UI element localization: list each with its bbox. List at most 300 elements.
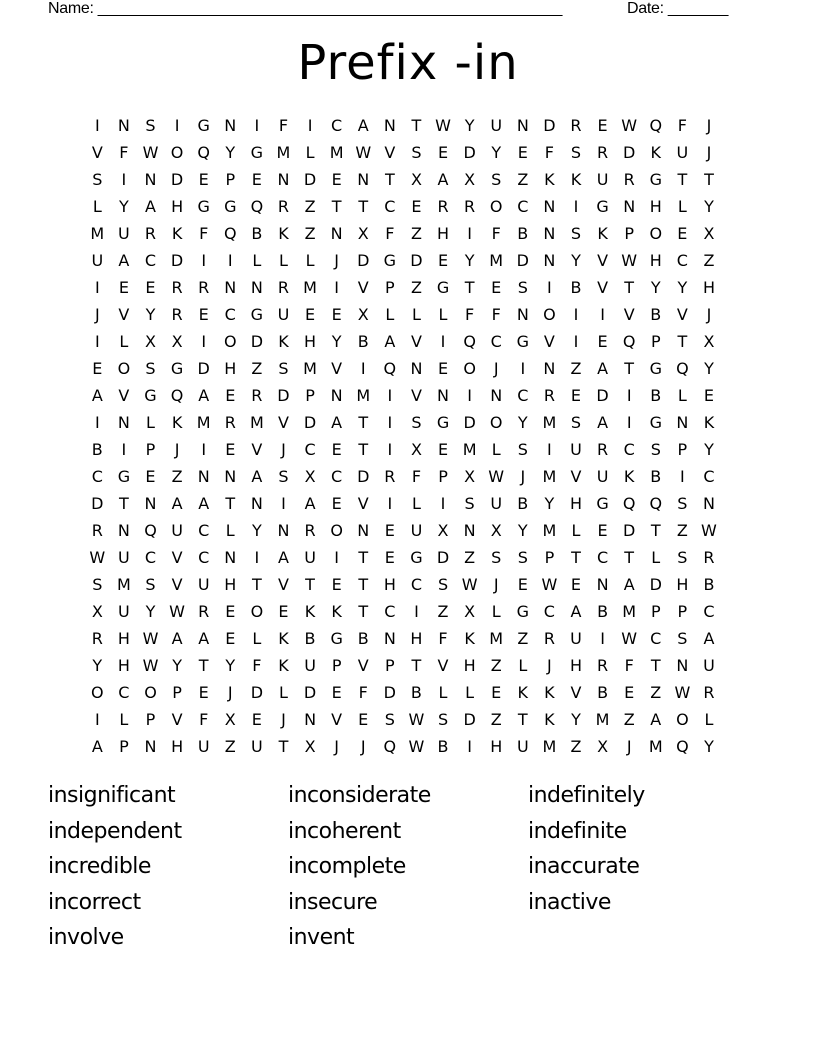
grid-letter: L (438, 683, 448, 702)
grid-letter: R (543, 386, 555, 405)
grid-letter: Z (171, 467, 183, 486)
grid-letter: T (198, 656, 209, 675)
grid-letter: N (117, 116, 130, 135)
grid-letter: T (119, 494, 129, 513)
grid-letter: C (91, 467, 103, 486)
grid-letter: J (281, 710, 286, 729)
grid-letter: G (383, 251, 397, 270)
grid-letter: H (383, 575, 396, 594)
grid-letter: Q (676, 359, 689, 378)
grid-row (84, 544, 722, 571)
grid-letter: S (278, 467, 289, 486)
grid-letter: F (358, 683, 368, 702)
grid-letter: E (225, 440, 236, 459)
grid-letter: E (198, 170, 209, 189)
grid-letter: D (197, 359, 210, 378)
grid-letter: L (491, 440, 501, 459)
word-list-item: incredible (48, 854, 151, 880)
grid-letter: E (437, 143, 449, 162)
grid-letter: Y (704, 737, 714, 756)
grid-letter: S (677, 494, 688, 513)
word-list-item: inaccurate (528, 854, 640, 880)
grid-letter: A (384, 332, 396, 351)
grid-letter: S (570, 224, 582, 243)
grid-letter: V (118, 386, 130, 405)
grid-letter: P (225, 170, 236, 189)
grid-letter: M (489, 251, 504, 270)
grid-letter: O (91, 683, 104, 702)
grid-letter: M (542, 467, 557, 486)
grid-letter: A (623, 575, 635, 594)
grid-letter: S (650, 440, 661, 459)
grid-letter: Z (623, 710, 635, 729)
grid-letter: S (677, 548, 688, 567)
grid-letter: O (223, 332, 237, 351)
grid-letter: H (304, 332, 317, 351)
grid-letter: N (543, 359, 556, 378)
grid-letter: E (251, 170, 262, 189)
grid-letter: I (121, 440, 127, 459)
grid-letter: X (410, 440, 422, 459)
grid-letter: E (331, 170, 342, 189)
grid-letter: U (703, 656, 715, 675)
grid-letter: Y (145, 305, 156, 324)
grid-letter: L (571, 521, 581, 540)
grid-letter: E (278, 602, 289, 621)
grid-letter: N (463, 521, 476, 540)
grid-letter: S (278, 359, 289, 378)
grid-letter: G (117, 467, 131, 486)
grid-letter: K (650, 143, 662, 162)
grid-letter: Q (463, 332, 476, 351)
grid-letter: I (307, 116, 313, 135)
grid-letter: N (357, 170, 370, 189)
grid-letter: Y (464, 116, 475, 135)
grid-letter: B (597, 683, 609, 702)
grid-letter: Y (704, 359, 714, 378)
grid-letter: I (227, 251, 233, 270)
grid-letter: A (118, 251, 130, 270)
grid-letter: P (677, 602, 688, 621)
grid-letter: P (544, 548, 555, 567)
grid-letter: C (384, 602, 396, 621)
grid-letter: I (467, 224, 472, 243)
grid-letter: R (597, 656, 609, 675)
grid-letter: H (410, 629, 423, 648)
grid-letter: E (118, 278, 129, 297)
grid-letter: G (250, 305, 264, 324)
grid-letter: T (358, 440, 369, 459)
grid-letter: M (249, 413, 264, 432)
grid-letter: V (331, 359, 343, 378)
grid-letter: N (224, 467, 237, 486)
grid-letter: L (252, 251, 262, 270)
grid-letter: R (464, 197, 476, 216)
grid-letter: W (435, 116, 451, 135)
word-list-item: inactive (528, 889, 611, 915)
grid-letter: E (251, 710, 262, 729)
grid-letter: A (198, 386, 210, 405)
grid-letter: P (305, 386, 315, 405)
grid-letter: B (357, 332, 369, 351)
grid-letter: E (597, 521, 608, 540)
grid-letter: L (518, 656, 528, 675)
grid-letter: V (251, 440, 263, 459)
grid-letter: M (196, 413, 211, 432)
grid-letter: E (331, 575, 342, 594)
grid-letter: X (437, 521, 449, 540)
grid-letter: B (703, 575, 715, 594)
grid-letter: P (145, 440, 156, 459)
grid-letter: S (570, 413, 582, 432)
grid-letter: V (331, 710, 343, 729)
grid-letter: S (92, 575, 103, 594)
grid-letter: R (597, 143, 609, 162)
grid-letter: W (541, 575, 558, 594)
grid-letter: G (330, 629, 343, 648)
grid-letter: D (303, 683, 317, 702)
grid-letter: S (411, 143, 422, 162)
grid-letter: E (703, 386, 714, 405)
grid-letter: U (118, 602, 130, 621)
grid-letter: I (201, 440, 207, 459)
grid-letter: X (357, 224, 369, 243)
grid-letter: C (490, 332, 502, 351)
grid-letter: D (463, 413, 476, 432)
grid-letter: R (91, 521, 103, 540)
grid-letter: C (198, 521, 210, 540)
grid-letter: R (144, 224, 157, 243)
grid-letter: F (465, 305, 475, 324)
grid-letter: G (144, 386, 157, 405)
grid-letter: I (573, 197, 579, 216)
grid-letter: S (677, 629, 688, 648)
grid-letter: K (517, 683, 529, 702)
grid-letter: V (410, 386, 422, 405)
grid-letter: F (411, 467, 422, 486)
grid-letter: A (570, 602, 582, 621)
grid-letter: Z (224, 737, 236, 756)
word-list-column-1 (48, 778, 288, 956)
grid-letter: E (570, 386, 582, 405)
grid-letter: O (489, 413, 503, 432)
grid-letter: O (170, 143, 184, 162)
grid-letter: L (305, 143, 315, 162)
grid-letter: B (357, 629, 369, 648)
grid-letter: M (489, 629, 504, 648)
grid-letter: A (331, 413, 343, 432)
grid-letter: A (171, 629, 183, 648)
grid-letter: I (387, 440, 393, 459)
grid-letter: L (278, 683, 288, 702)
grid-letter: R (597, 440, 609, 459)
grid-letter: E (92, 359, 103, 378)
grid-letter: S (384, 710, 395, 729)
grid-letter: V (171, 548, 183, 567)
name-field-label: Name: ______________________________________________________ (48, 0, 563, 17)
grid-letter: V (623, 305, 635, 324)
grid-letter: V (543, 332, 555, 351)
grid-letter: U (676, 143, 689, 162)
grid-letter: Y (119, 197, 129, 216)
grid-letter: X (91, 602, 103, 621)
grid-letter: R (570, 116, 582, 135)
grid-letter: U (171, 521, 183, 540)
grid-letter: E (517, 575, 528, 594)
grid-letter: S (517, 278, 528, 297)
grid-letter: N (623, 197, 636, 216)
grid-letter: B (91, 440, 103, 459)
grid-letter: S (491, 170, 502, 189)
grid-letter: T (650, 521, 661, 540)
grid-letter: W (701, 521, 717, 540)
grid-letter: W (89, 548, 106, 567)
grid-letter: T (650, 656, 661, 675)
grid-letter: J (493, 359, 499, 378)
grid-row (84, 652, 722, 679)
grid-letter: N (516, 116, 529, 135)
grid-letter: Y (704, 197, 714, 216)
grid-letter: N (330, 224, 343, 243)
grid-letter: G (436, 413, 450, 432)
grid-letter: H (702, 278, 715, 297)
grid-letter: M (303, 359, 317, 378)
word-list-item: incoherent (288, 818, 401, 844)
grid-letter: C (676, 251, 688, 270)
grid-letter: V (118, 305, 130, 324)
grid-letter: Y (491, 143, 502, 162)
grid-letter: G (516, 332, 529, 351)
grid-letter: X (357, 305, 369, 324)
grid-letter: N (197, 467, 210, 486)
grid-letter: P (119, 737, 129, 756)
grid-row (84, 112, 722, 139)
grid-letter: N (144, 170, 157, 189)
grid-letter: L (119, 710, 129, 729)
grid-letter: G (649, 170, 662, 189)
word-list-item: incomplete (288, 854, 406, 880)
grid-letter: E (437, 440, 449, 459)
grid-letter: L (411, 494, 421, 513)
grid-letter: T (358, 413, 369, 432)
grid-letter: V (277, 413, 289, 432)
grid-letter: L (465, 683, 475, 702)
grid-letter: G (410, 548, 423, 567)
grid-letter: D (649, 575, 662, 594)
grid-letter: T (624, 359, 635, 378)
grid-letter: S (517, 440, 528, 459)
grid-letter: L (225, 521, 235, 540)
grid-letter: N (117, 521, 130, 540)
grid-letter: I (440, 494, 446, 513)
grid-letter: E (437, 251, 449, 270)
grid-letter: G (224, 197, 237, 216)
grid-letter: D (357, 251, 370, 270)
grid-letter: J (520, 467, 526, 486)
grid-letter: X (145, 332, 156, 351)
grid-letter: K (171, 224, 183, 243)
grid-letter: D (383, 683, 396, 702)
date-field-label: Date: _______ (627, 0, 729, 17)
grid-letter: J (281, 440, 286, 459)
grid-letter: S (145, 575, 156, 594)
grid-row (84, 355, 722, 382)
grid-letter: R (198, 278, 210, 297)
grid-letter: F (119, 143, 129, 162)
grid-letter: R (437, 197, 449, 216)
grid-row (84, 247, 722, 274)
grid-letter: Y (145, 602, 156, 621)
grid-letter: U (304, 548, 316, 567)
grid-letter: X (464, 170, 476, 189)
grid-letter: O (463, 359, 476, 378)
word-list-item: incorrect (48, 889, 141, 915)
grid-letter: W (142, 143, 159, 162)
grid-letter: R (703, 683, 715, 702)
grid-letter: O (649, 224, 663, 243)
grid-letter: Q (197, 143, 210, 162)
grid-letter: U (304, 656, 316, 675)
grid-letter: R (304, 521, 316, 540)
grid-letter: U (490, 494, 503, 513)
grid-letter: G (516, 602, 529, 621)
grid-letter: M (356, 386, 371, 405)
grid-letter: A (597, 359, 609, 378)
grid-letter: E (570, 575, 582, 594)
grid-letter: I (626, 386, 632, 405)
grid-letter: C (703, 602, 715, 621)
grid-letter: T (305, 575, 315, 594)
word-list-item: indefinitely (528, 783, 645, 808)
grid-letter: N (224, 548, 237, 567)
grid-letter: N (383, 116, 396, 135)
grid-letter: N (144, 737, 157, 756)
grid-letter: P (677, 440, 688, 459)
grid-letter: E (198, 683, 209, 702)
grid-letter: V (570, 467, 582, 486)
grid-letter: A (198, 494, 210, 513)
grid-letter: T (571, 548, 581, 567)
grid-letter: Y (571, 710, 581, 729)
grid-row (84, 679, 722, 706)
grid-letter: H (171, 197, 184, 216)
grid-letter: C (331, 467, 343, 486)
grid-letter: O (117, 359, 131, 378)
grid-letter: I (387, 413, 393, 432)
grid-letter: E (491, 278, 502, 297)
grid-letter: I (600, 629, 605, 648)
grid-letter: Z (304, 197, 316, 216)
grid-letter: K (703, 413, 715, 432)
grid-letter: C (331, 116, 343, 135)
grid-letter: I (174, 116, 180, 135)
grid-letter: N (250, 494, 263, 513)
grid-letter: I (520, 359, 526, 378)
grid-letter: O (676, 710, 689, 729)
grid-letter: W (621, 629, 638, 648)
grid-letter: U (197, 575, 210, 594)
grid-letter: O (489, 197, 503, 216)
grid-letter: E (198, 305, 209, 324)
grid-letter: R (543, 629, 555, 648)
grid-letter: L (411, 305, 421, 324)
grid-letter: H (224, 359, 237, 378)
grid-letter: J (706, 143, 712, 162)
grid-letter: I (201, 251, 207, 270)
grid-letter: Y (704, 440, 714, 459)
grid-letter: C (144, 251, 157, 270)
grid-letter: A (198, 629, 210, 648)
grid-letter: T (358, 575, 369, 594)
grid-letter: U (118, 548, 130, 567)
grid-letter: G (649, 413, 662, 432)
grid-letter: H (490, 737, 503, 756)
grid-letter: A (277, 548, 289, 567)
grid-letter: N (277, 521, 290, 540)
grid-letter: N (543, 197, 556, 216)
grid-letter: D (410, 251, 423, 270)
grid-letter: I (467, 386, 472, 405)
grid-letter: Z (304, 224, 316, 243)
grid-letter: Q (676, 737, 689, 756)
grid-letter: B (251, 224, 263, 243)
grid-letter: S (570, 143, 582, 162)
grid-letter: T (464, 278, 475, 297)
grid-letter: E (517, 143, 528, 162)
grid-letter: X (171, 332, 183, 351)
grid-letter: N (224, 116, 237, 135)
grid-letter: Z (650, 683, 662, 702)
grid-letter: Q (250, 197, 264, 216)
grid-letter: K (278, 224, 289, 243)
grid-letter: Q (649, 116, 663, 135)
grid-letter: L (438, 305, 448, 324)
grid-letter: U (277, 305, 290, 324)
grid-letter: X (703, 332, 715, 351)
grid-letter: T (358, 548, 369, 567)
grid-letter: E (225, 629, 236, 648)
grid-letter: I (573, 305, 579, 324)
grid-letter: T (225, 494, 236, 513)
grid-letter: T (677, 332, 688, 351)
grid-letter: Y (92, 656, 103, 675)
grid-letter: U (118, 224, 130, 243)
grid-letter: M (303, 278, 317, 297)
grid-letter: F (544, 143, 554, 162)
grid-letter: W (488, 467, 505, 486)
grid-letter: D (91, 494, 104, 513)
grid-letter: X (224, 710, 236, 729)
grid-letter: Y (225, 656, 236, 675)
grid-row (84, 193, 722, 220)
grid-letter: I (467, 737, 472, 756)
grid-letter: D (250, 683, 264, 702)
grid-letter: I (360, 359, 366, 378)
grid-letter: P (438, 467, 448, 486)
grid-letter: Q (383, 737, 397, 756)
grid-letter: C (543, 602, 555, 621)
grid-letter: B (570, 278, 582, 297)
grid-letter: R (224, 413, 236, 432)
grid-letter: I (547, 278, 552, 297)
word-list-column-2 (288, 778, 528, 956)
grid-letter: T (358, 602, 369, 621)
grid-letter: I (94, 710, 100, 729)
grid-letter: W (142, 629, 159, 648)
grid-letter: Y (677, 278, 688, 297)
grid-letter: W (408, 737, 425, 756)
grid-letter: E (304, 305, 316, 324)
